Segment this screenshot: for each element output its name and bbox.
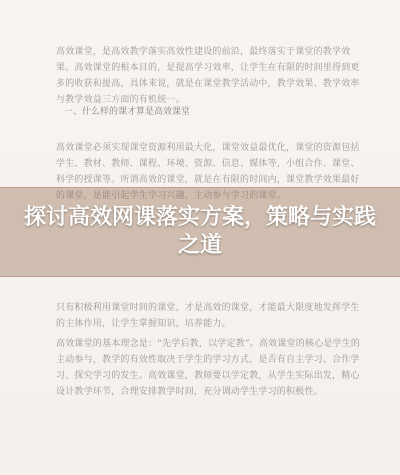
paragraph-3: 只有积极利用课堂时间的课堂，才是高效的课堂，才能最大限度地发挥学生的主体作用，让学生掌握知识，培养能力。 xyxy=(56,303,360,329)
title-banner xyxy=(0,187,400,277)
paragraph-2: 高效课堂必须实现课堂资源利用最大化，课堂效益最优化，课堂的资源包括学生、教材、教师、课程、环境、资源、信息、媒体等，小组合作、课堂、科学的授课等。所谓高效的课堂，就是在有限的时间内，课堂教学效果最好的课堂，是能引起学生学习兴趣、主动参与学习的课堂。 xyxy=(56,143,360,201)
paragraph-4: 高效课堂的基本理念是：“先学后教，以学定教”。高效课堂的核心是学生的主动参与，教学的有效性取决于学生的学习方式，是否有自主学习、合作学习、探究学习的发生。高效课堂，教师要以学定教，从学生实际出发，精心设计教学环节，合理安排教学时间，充分调动学生学习的积极性。 xyxy=(56,339,361,397)
section-heading: 一、什么样的课才算是高效课堂 xyxy=(64,107,191,117)
paragraph-1: 高效课堂，是高效教学落实高效性建设的前沿，最终落实于课堂的教学效果。高效课堂的根本目的，是提高学习效率，让学生在有限的时间里得到更多的收获和提高，具体来说，就是在课堂教学活动中，教学效果、教学效率与教学效益三方面的有机统一。 xyxy=(56,47,360,105)
banner-title: 探讨高效网课落实方案，策略与实践之道 xyxy=(23,205,376,258)
